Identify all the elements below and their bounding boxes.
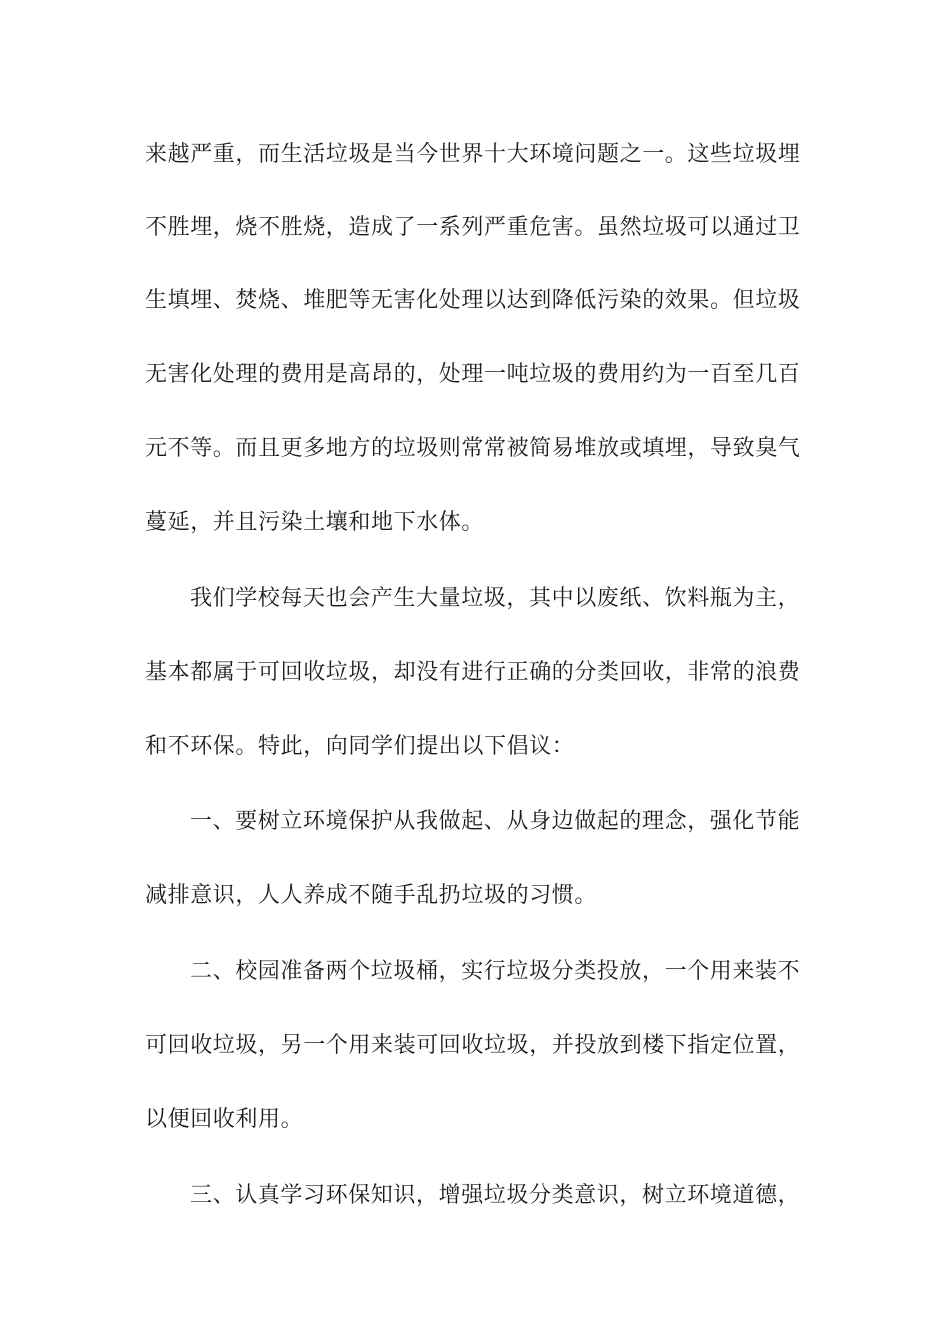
paragraph-line: 一、要树立环境保护从我做起、从身边做起的理念，强化节能 xyxy=(190,809,801,834)
paragraph-line: 生填埋、焚烧、堆肥等无害化处理以达到降低污染的效果。但垃圾 xyxy=(145,288,801,313)
paragraph-line: 元不等。而且更多地方的垃圾则常常被简易堆放或填埋，导致臭气 xyxy=(145,436,801,461)
paragraph-line: 不胜埋，烧不胜烧，造成了一系列严重危害。虽然垃圾可以通过卫 xyxy=(145,215,801,240)
paragraph-line: 以便回收利用。 xyxy=(145,1107,304,1132)
paragraph-line: 无害化处理的费用是高昂的，处理一吨垃圾的费用约为一百至几百 xyxy=(145,362,801,387)
paragraph-line: 和不环保。特此，向同学们提出以下倡议： xyxy=(145,734,575,759)
paragraph-line: 三、认真学习环保知识，增强垃圾分类意识，树立环境道德， xyxy=(190,1183,801,1208)
paragraph-line: 可回收垃圾，另一个用来装可回收垃圾，并投放到楼下指定位置， xyxy=(145,1033,801,1058)
paragraph-line: 减排意识，人人养成不随手乱扔垃圾的习惯。 xyxy=(145,883,598,908)
paragraph-line: 基本都属于可回收垃圾，却没有进行正确的分类回收，非常的浪费 xyxy=(145,660,801,685)
paragraph-line: 来越严重，而生活垃圾是当今世界十大环境问题之一。这些垃圾埋 xyxy=(145,142,801,167)
paragraph-line: 我们学校每天也会产生大量垃圾，其中以废纸、饮料瓶为主， xyxy=(190,586,801,611)
paragraph-line: 蔓延，并且污染土壤和地下水体。 xyxy=(145,510,485,535)
paragraph-line: 二、校园准备两个垃圾桶，实行垃圾分类投放，一个用来装不 xyxy=(190,959,801,984)
